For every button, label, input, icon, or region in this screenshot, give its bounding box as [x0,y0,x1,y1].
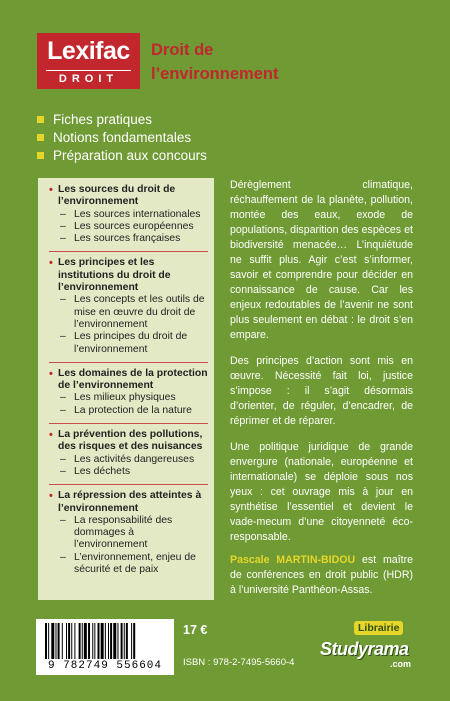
toc-divider [49,362,208,363]
book-title [151,38,278,86]
toc-item: – Les déchets [49,466,208,478]
toc-item: – Les milieux physiques [49,392,208,404]
square-bullet-icon [37,152,44,159]
author-text: est maître de conférences en droit public (HDR) à l’université Panthéon-Assas. [230,554,414,596]
feature-label: Notions fondamentales [53,129,192,145]
toc-section-title: • Les domaines de la protection de l’environnement [49,368,208,393]
blurb-paragraph: Dérèglement climatique, réchauffement de la planète, pollution, montée des eaux, exode de populations, disparition des espèces et biodiversité menacée… L’inquiétude ne suffit plus. Agir c’est s’informer, savoir et comprendre pour décider en connaissance de cause. Car les enjeux redoutables de l’avenir ne sont plus seulement en débat : le droit s’en empare. [230,179,413,341]
toc-section [49,257,208,355]
publisher-logo [320,621,415,677]
toc-section-title: • Les principes et les institutions du droit de l’environnement [49,257,208,294]
toc-section [49,368,208,417]
isbn: ISBN : 978-2-7495-5660-4 [183,657,295,668]
author-name: Pascale MARTIN-BIDOU [230,554,356,566]
toc-section [49,429,208,478]
logo-word: Lexifac [47,37,130,65]
toc-section-title: • La répression des atteintes à l’environnement [49,490,208,515]
price: 17 € [183,623,208,637]
blurb-paragraph: Une politique juridique de grande envergure (nationale, européenne et internationale) se déploie sous nos yeux : cet ouvrage mis à jour en synthétise l’essentiel et devient le vade-mecum d’une citoyenneté éco-responsable. [230,441,413,543]
blurb-paragraph: Des principes d’action sont mis en œuvre. Nécessité fait loi, justice s’impose : il s’agit désormais d’orienter, de réguler, d’encadrer, de réprimer et de réparer. [230,355,413,427]
title-line-1: Droit de [151,41,214,59]
feature-label: Fiches pratiques [53,111,153,127]
publisher-badge: Librairie [354,621,403,635]
publisher-name: Studyrama [320,639,409,659]
title-line-2: l’environnement [151,65,279,83]
logo-divider [46,70,131,71]
square-bullet-icon [37,116,44,123]
toc-item: – Les sources internationales [49,209,208,221]
feature-bullet [37,110,207,128]
feature-bullets [37,110,207,164]
barcode-bars-icon [45,623,169,659]
feature-label: Préparation aux concours [53,147,207,163]
feature-bullet [37,146,207,164]
toc-section [49,184,208,245]
toc-section [49,490,208,576]
author-bio [230,553,413,598]
toc-item: – L’environnement, enjeu de sécurité et de paix [49,552,208,577]
publisher-suffix: .com [390,659,412,669]
toc-divider [49,251,208,252]
barcode-digits: 9 782749 556604 [47,660,163,672]
toc-section-title: • La prévention des pollutions, des risques et des nuisances [49,429,208,454]
feature-bullet [37,128,207,146]
barcode [36,619,174,675]
table-of-contents [38,178,214,600]
toc-item: – Les sources européennes [49,221,208,233]
toc-item: – Les concepts et les outils de mise en œuvre du droit de l’environnement [49,294,208,331]
blurb [230,178,413,556]
toc-divider [49,484,208,485]
lexifac-logo [37,33,140,89]
toc-item: – La responsabilité des dommages à l’environnement [49,515,208,552]
toc-item: – Les activités dangereuses [49,454,208,466]
toc-section-title: • Les sources du droit de l’environnement [49,184,208,209]
toc-item: – La protection de la nature [49,405,208,417]
toc-divider [49,423,208,424]
toc-item: – Les principes du droit de l’environnement [49,331,208,356]
logo-subtitle: DROIT [58,73,119,85]
toc-item: – Les sources françaises [49,233,208,245]
square-bullet-icon [37,134,44,141]
